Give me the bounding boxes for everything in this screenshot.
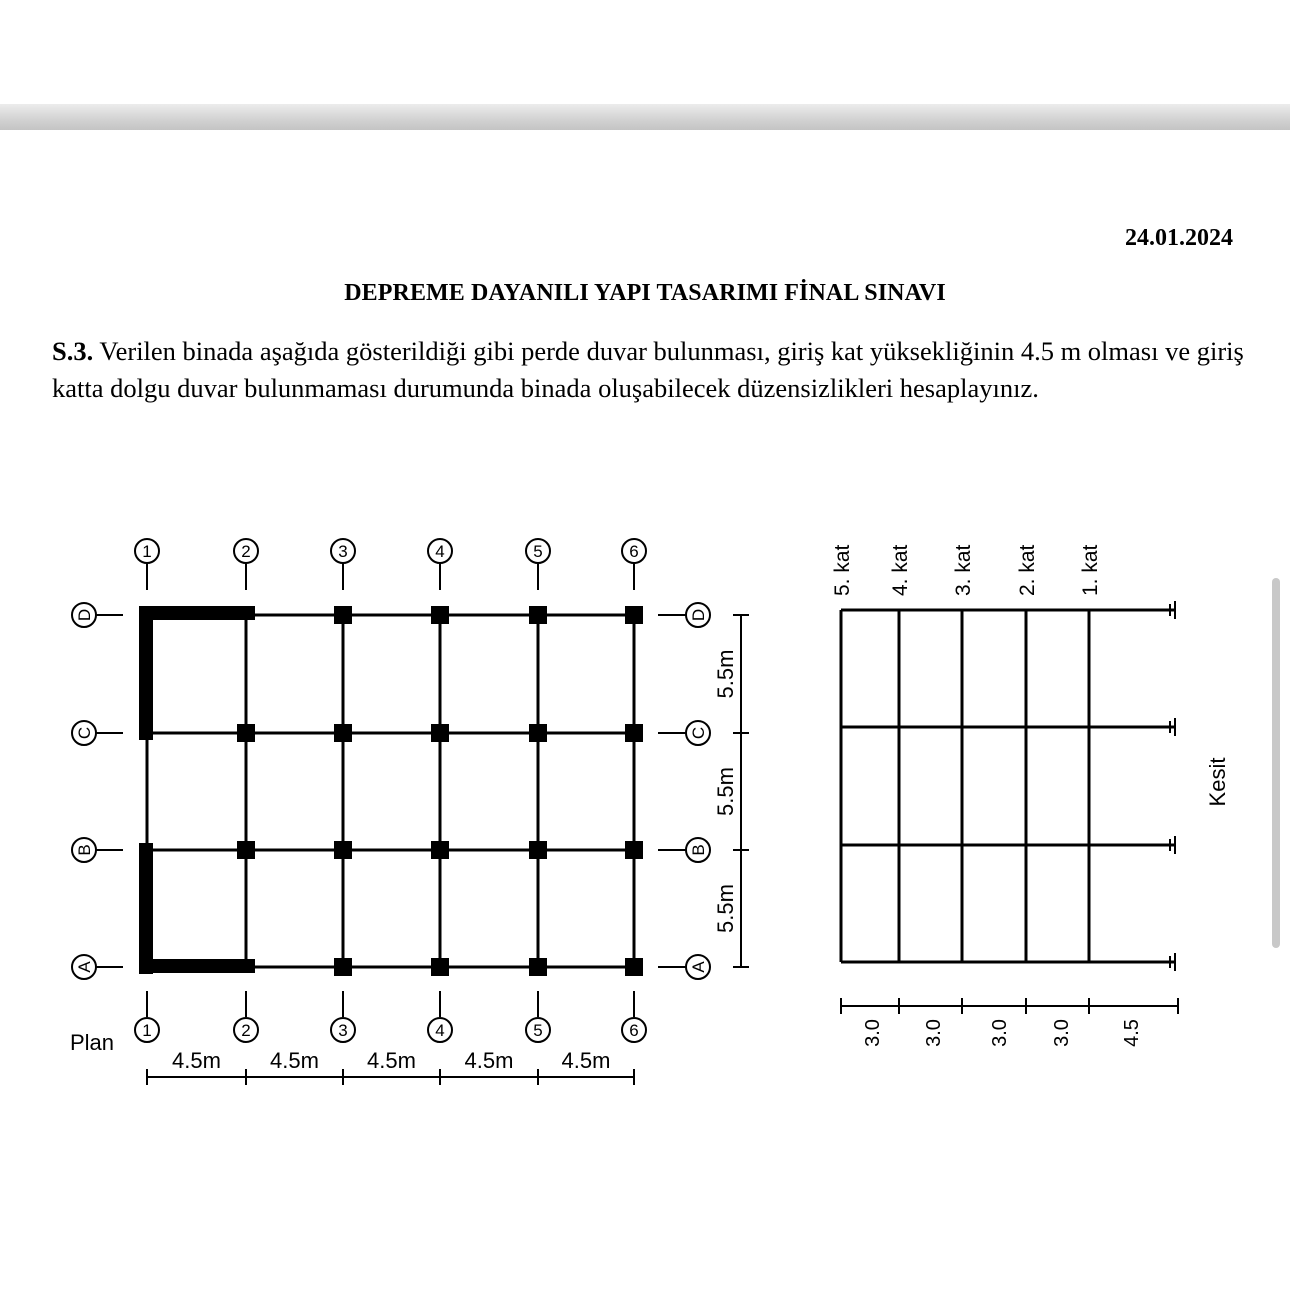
axis-bubble xyxy=(72,838,96,862)
column xyxy=(625,841,643,859)
axis-label: A xyxy=(689,961,708,973)
axis-bubble xyxy=(526,539,550,563)
axis-bubble xyxy=(135,539,159,563)
section-view xyxy=(831,544,1230,1046)
axis-label: 3 xyxy=(338,542,348,561)
axis-label: C xyxy=(75,726,94,740)
exam-title: DEPREME DAYANILI YAPI TASARIMI FİNAL SINAVI xyxy=(344,280,946,306)
floor-labels xyxy=(831,544,1102,596)
column xyxy=(431,724,449,742)
axis-bubble xyxy=(428,1018,452,1042)
axis-bubble xyxy=(72,721,96,745)
column xyxy=(529,958,547,976)
axis-bubble xyxy=(686,955,710,979)
section-ticks xyxy=(1170,601,1175,971)
height-labels xyxy=(862,1019,1143,1047)
floor-label: 1. kat xyxy=(1079,544,1102,596)
span-y-label: 5.5m xyxy=(713,649,738,699)
column xyxy=(334,606,352,624)
plan-view xyxy=(70,539,749,1085)
height-label: 3.0 xyxy=(923,1019,945,1047)
axis-label: C xyxy=(689,726,708,740)
axis-bubble xyxy=(72,603,96,627)
height-label: 3.0 xyxy=(1051,1019,1073,1047)
axis-bubble xyxy=(135,1018,159,1042)
span-x-label: 4.5m xyxy=(270,1048,319,1073)
plan-beams xyxy=(147,615,634,967)
column xyxy=(237,841,255,859)
span-x-label: 4.5m xyxy=(367,1048,416,1073)
column xyxy=(431,958,449,976)
axis-label: 3 xyxy=(338,1021,348,1040)
column xyxy=(431,606,449,624)
column xyxy=(529,841,547,859)
axis-bubble xyxy=(686,603,710,627)
column xyxy=(431,841,449,859)
span-x-label: 4.5m xyxy=(464,1048,514,1073)
plan-dims-x xyxy=(172,1048,610,1073)
floor-label: 2. kat xyxy=(1016,544,1039,596)
shear-walls xyxy=(139,606,255,974)
column xyxy=(334,724,352,742)
axis-bubble xyxy=(686,721,710,745)
axis-bubble xyxy=(428,539,452,563)
height-label: 3.0 xyxy=(862,1019,884,1047)
section-label: Kesit xyxy=(1205,757,1230,807)
axis-label: 4 xyxy=(435,1021,445,1040)
column xyxy=(237,724,255,742)
column xyxy=(625,958,643,976)
axis-label: 1 xyxy=(142,1021,152,1040)
axis-label: 1 xyxy=(142,542,152,561)
axis-label: 2 xyxy=(241,542,251,561)
axis-label: 5 xyxy=(533,542,543,561)
axis-label: A xyxy=(75,961,94,973)
section-frame xyxy=(841,610,1175,962)
axis-bubble xyxy=(331,539,355,563)
axis-bubble xyxy=(331,1018,355,1042)
axis-label: 5 xyxy=(533,1021,543,1040)
floor-label: 3. kat xyxy=(952,544,975,596)
exam-date: 24.01.2024 xyxy=(1125,225,1233,251)
height-label: 4.5 xyxy=(1121,1019,1143,1047)
plan-dims-y xyxy=(713,650,738,933)
span-x-label: 4.5m xyxy=(561,1048,611,1073)
axis-label: 6 xyxy=(629,1021,639,1040)
column xyxy=(625,724,643,742)
span-y-label: 5.5m xyxy=(713,884,738,933)
column xyxy=(334,841,352,859)
axis-bubble xyxy=(234,1018,258,1042)
axis-label: B xyxy=(689,844,708,856)
section-dim-line xyxy=(841,998,1178,1014)
axis-label: D xyxy=(689,608,708,622)
axis-bubble xyxy=(622,1018,646,1042)
column xyxy=(625,606,643,624)
axis-bubble xyxy=(526,1018,550,1042)
floor-label: 5. kat xyxy=(831,544,854,596)
axis-label: 6 xyxy=(629,542,639,561)
axis-label: D xyxy=(75,608,94,622)
axis-bubble xyxy=(72,955,96,979)
question-number: S.3. xyxy=(52,336,94,366)
axis-label: B xyxy=(75,844,94,856)
plan-label: Plan xyxy=(70,1030,115,1055)
column xyxy=(529,606,547,624)
axis-label: 4 xyxy=(435,542,445,561)
axis-bubble xyxy=(234,539,258,563)
height-label: 3.0 xyxy=(989,1019,1011,1047)
span-x-label: 4.5m xyxy=(172,1048,221,1073)
axis-bubble xyxy=(622,539,646,563)
floor-label: 4. kat xyxy=(889,544,912,596)
span-y-label: 5.5m xyxy=(713,767,738,816)
question-text: Verilen binada aşağıda gösterildiği gibi perde duvar bulunması, giriş kat yüksekliğinin 4.5 m olması ve giriş katta dolgu duvar bulunmaması durumunda binada oluşabilecek düzensizlikleri hesaplayınız. xyxy=(52,336,1244,403)
column xyxy=(529,724,547,742)
axis-bubble xyxy=(686,838,710,862)
column xyxy=(334,958,352,976)
axis-label: 2 xyxy=(241,1021,251,1040)
